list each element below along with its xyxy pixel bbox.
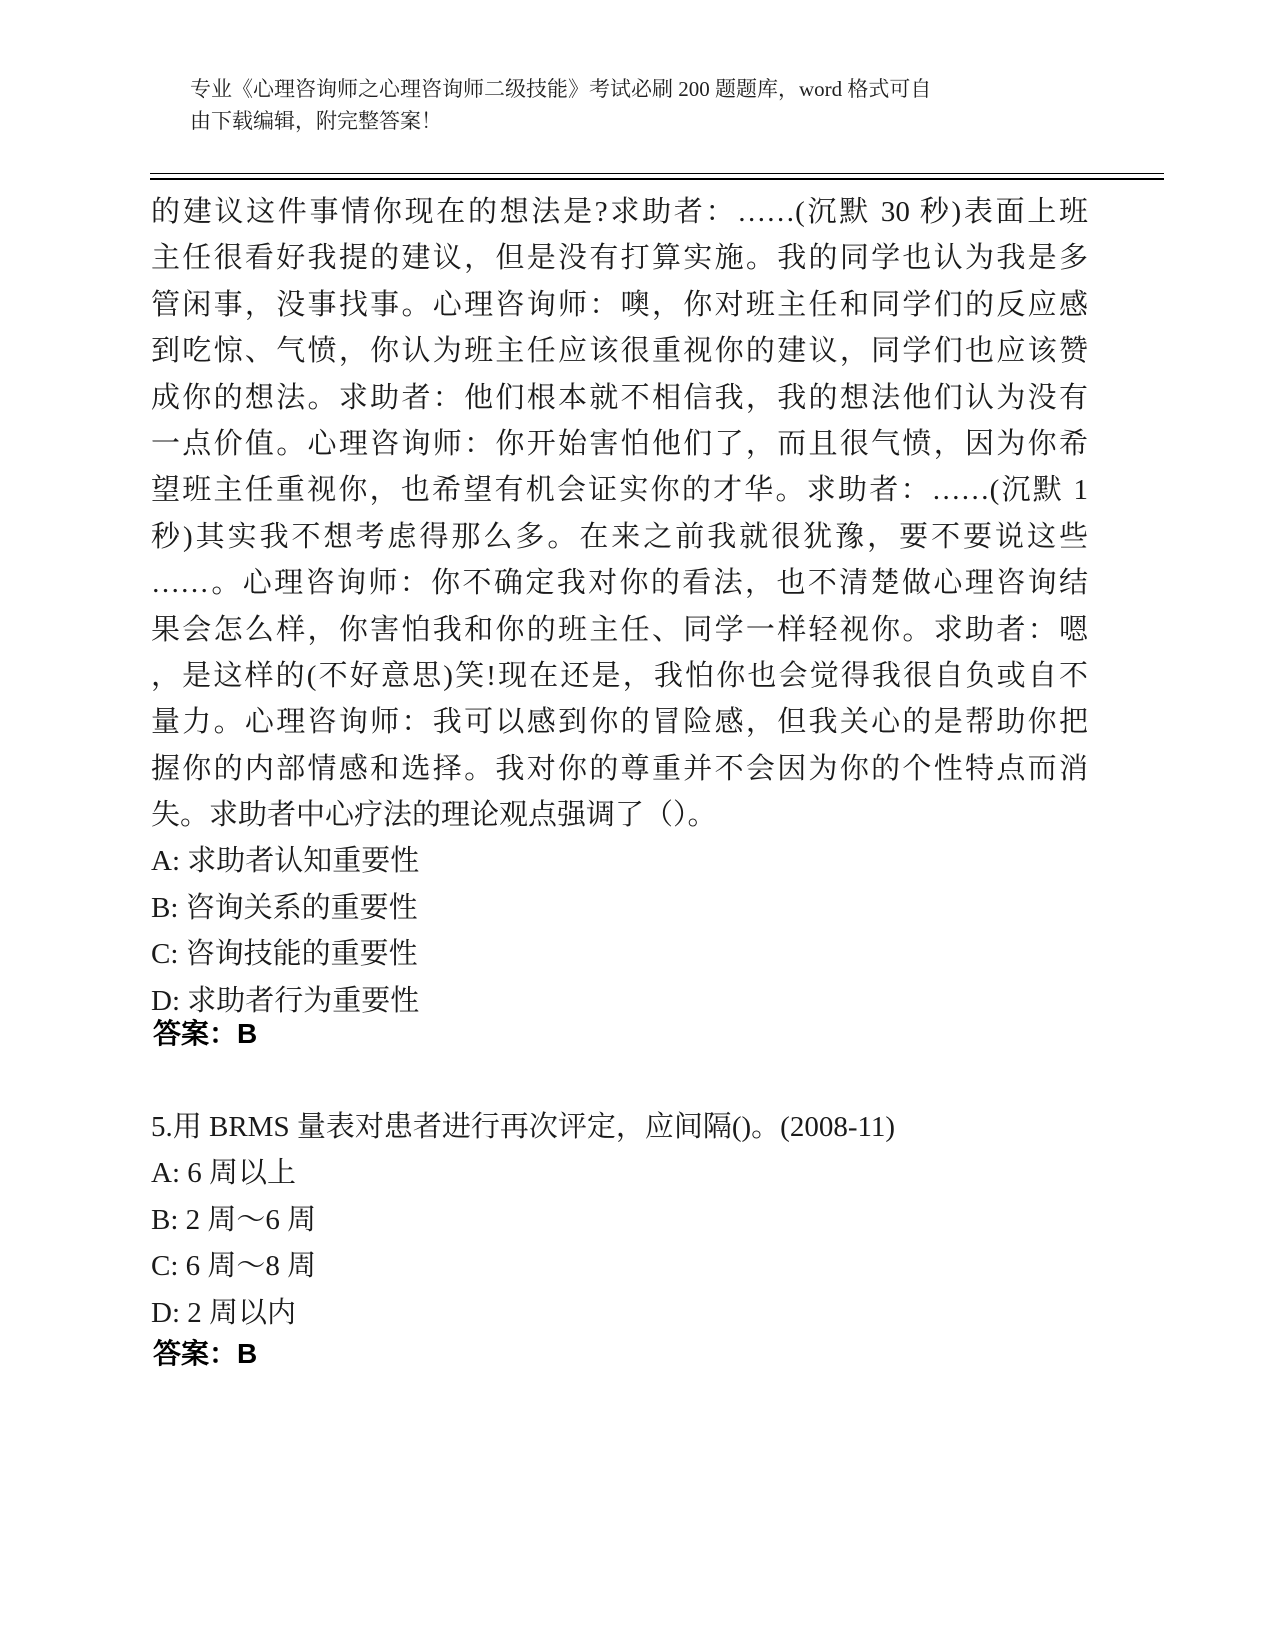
question-text-line: 主任很看好我提的建议，但是没有打算实施。我的同学也认为我是多: [151, 242, 1088, 275]
option-line-a: A: 6 周以上: [151, 1157, 297, 1190]
answer-label: 答案：: [153, 1338, 238, 1369]
question-text-line: 望班主任重视你，也希望有机会证实你的才华。求助者：……(沉默 1: [151, 474, 1088, 507]
question-title: 5.用 BRMS 量表对患者进行再次评定，应间隔()。(2008-11): [151, 1111, 896, 1143]
question-text-line: 管闲事，没事找事。心理咨询师：噢，你对班主任和同学们的反应感: [151, 288, 1088, 321]
question-text-line: 握你的内部情感和选择。我对你的尊重并不会因为你的个性特点而消: [151, 752, 1088, 785]
question-text-line: 果会怎么样，你害怕我和你的班主任、同学一样轻视你。求助者：嗯: [151, 613, 1088, 646]
option-line-a: A: 求助者认知重要性: [151, 845, 420, 878]
question-text-line: 成你的想法。求助者：他们根本就不相信我，我的想法他们认为没有: [151, 381, 1088, 414]
option-line-c: C: 咨询技能的重要性: [151, 938, 418, 971]
question-text-line: 一点价值。心理咨询师：你开始害怕他们了，而且很气愤，因为你希: [151, 427, 1088, 460]
answer-value: B: [237, 1018, 258, 1049]
question-text-line: 失。求助者中心疗法的理论观点强调了（）。: [151, 799, 717, 832]
option-line-c: C: 6 周～8 周: [151, 1250, 317, 1283]
answer-label: 答案：: [153, 1018, 238, 1049]
option-line-d: D: 2 周以内: [151, 1296, 297, 1329]
question-text-line: 的建议这件事情你现在的想法是?求助者：……(沉默 30 秒)表面上班: [151, 196, 1088, 228]
answer-line: [153, 1331, 257, 1377]
question-4-block: [151, 189, 1088, 1024]
question-text-line: 量力。心理咨询师：我可以感到你的冒险感，但我关心的是帮助你把: [151, 706, 1088, 739]
header-line: 由下载编辑，附完整答案！: [190, 108, 442, 133]
question-text-line: ，是这样的(不好意思)笑!现在还是，我怕你也会觉得我很自负或自不: [151, 659, 1088, 692]
document-header: [190, 74, 1090, 137]
answer-line: [153, 1011, 257, 1057]
option-line-d: D: 求助者行为重要性: [151, 984, 420, 1017]
option-line-b: B: 咨询关系的重要性: [151, 891, 418, 924]
question-5-block: [151, 1104, 1088, 1336]
question-text-line: 到吃惊、气愤，你认为班主任应该很重视你的建议，同学们也应该赞: [151, 335, 1088, 368]
option-line-b: B: 2 周～6 周: [151, 1203, 317, 1236]
question-text-line: 秒)其实我不想考虑得那么多。在来之前我就很犹豫，要不要说这些: [151, 520, 1088, 553]
header-line: 专业《心理咨询师之心理咨询师二级技能》考试必刷 200 题题库，word 格式可自: [190, 77, 932, 101]
answer-value: B: [237, 1338, 258, 1369]
header-divider-rule: [150, 173, 1164, 180]
question-text-line: ……。心理咨询师：你不确定我对你的看法，也不清楚做心理咨询结: [151, 567, 1088, 600]
